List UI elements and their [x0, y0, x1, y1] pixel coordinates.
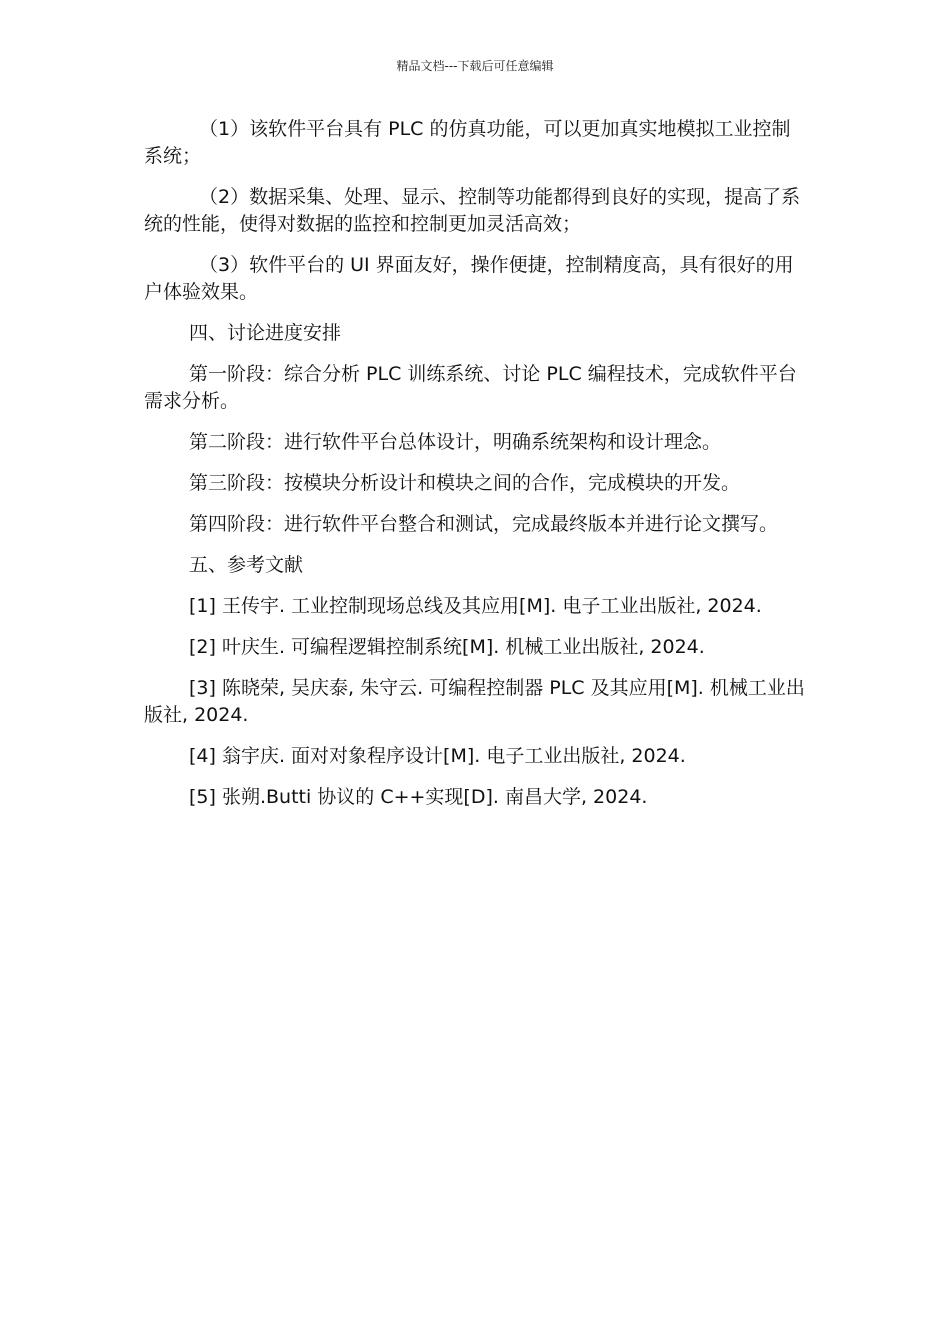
- page-header: 精品文档---下载后可任意编辑: [396, 59, 554, 73]
- reference-2: [2] 叶庆生. 可编程逻辑控制系统[M]. 机械工业出版社, 2024.: [189, 636, 705, 658]
- document-body: [144, 116, 806, 825]
- section-heading-references: 五、参考文献: [189, 554, 304, 576]
- schedule-stage-2: 第二阶段：进行软件平台总体设计，明确系统架构和设计理念。: [189, 431, 722, 453]
- achievement-item-2: （2）数据采集、处理、显示、控制等功能都得到良好的实现，提高了系统的性能，使得对数据的监控和控制更加灵活高效；: [144, 186, 801, 235]
- reference-5: [5] 张朔.Butti 协议的 C++实现[D]. 南昌大学, 2024.: [189, 786, 648, 808]
- achievement-item-3: （3）软件平台的 UI 界面友好，操作便捷，控制精度高，具有很好的用户体验效果。: [144, 254, 794, 303]
- achievement-item-1: （1）该软件平台具有 PLC 的仿真功能，可以更加真实地模拟工业控制系统；: [144, 118, 791, 167]
- section-heading-schedule: 四、讨论进度安排: [189, 322, 342, 344]
- reference-4: [4] 翁宇庆. 面对对象程序设计[M]. 电子工业出版社, 2024.: [189, 745, 686, 767]
- schedule-stage-1: 第一阶段：综合分析 PLC 训练系统、讨论 PLC 编程技术，完成软件平台需求分析。: [144, 363, 797, 412]
- schedule-stage-3: 第三阶段：按模块分析设计和模块之间的合作，完成模块的开发。: [189, 472, 741, 494]
- reference-1: [1] 王传宇. 工业控制现场总线及其应用[M]. 电子工业出版社, 2024.: [189, 595, 762, 617]
- reference-3: [3] 陈晓荣, 吴庆泰, 朱守云. 可编程控制器 PLC 及其应用[M]. 机械工业出版社, 2024.: [144, 677, 805, 726]
- schedule-stage-4: 第四阶段：进行软件平台整合和测试，完成最终版本并进行论文撰写。: [189, 513, 779, 535]
